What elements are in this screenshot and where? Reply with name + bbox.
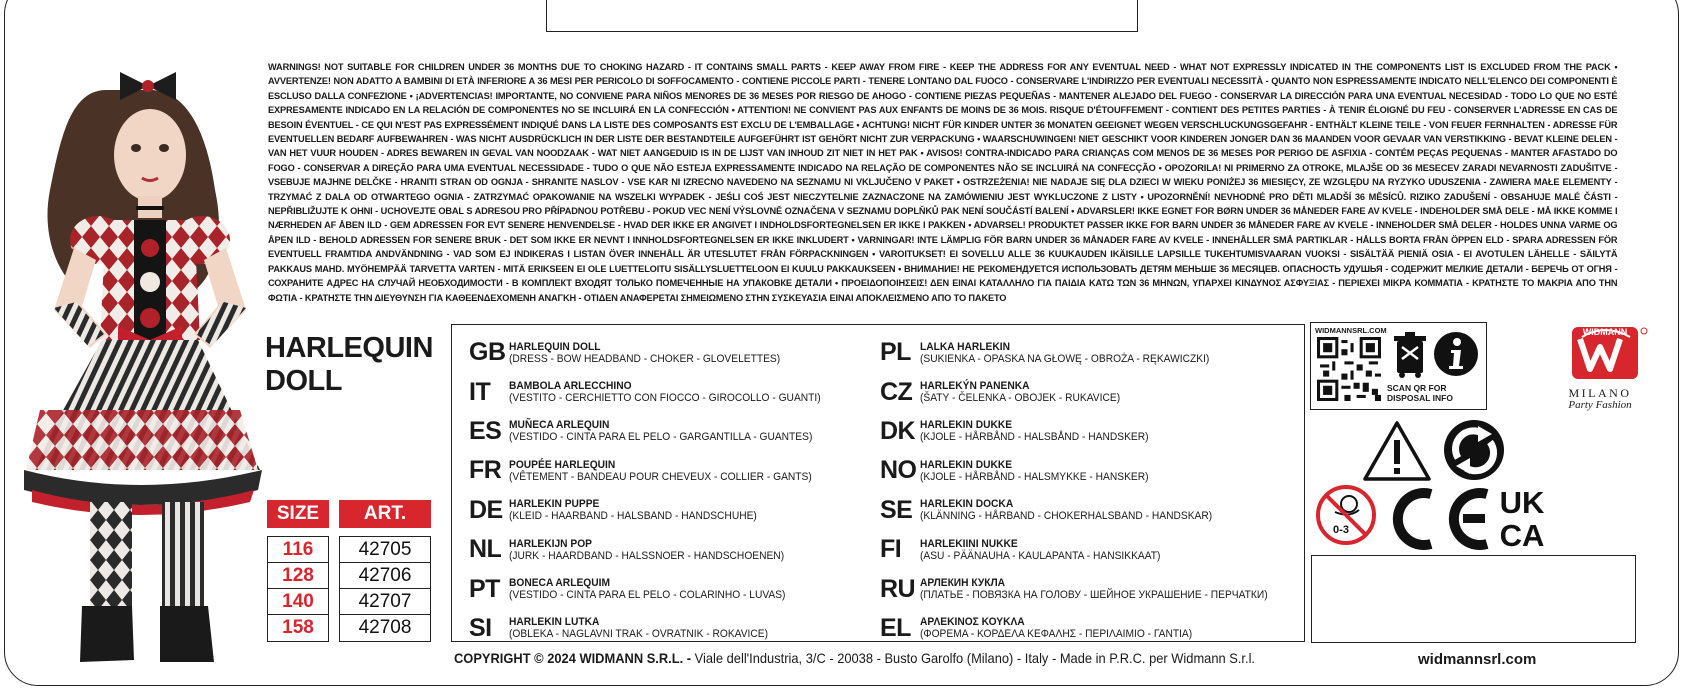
ce-mark-icon — [1387, 486, 1493, 550]
article-cell: 42707 — [340, 589, 430, 615]
language-column-right — [880, 333, 1294, 648]
hanger-slot — [546, 0, 1138, 32]
widmann-logo-icon — [1560, 325, 1652, 385]
language-product-name: HARLEKIN DUKKE — [920, 419, 1013, 432]
brand-tagline: Party Fashion — [1568, 399, 1632, 411]
copyright-line — [454, 650, 1255, 666]
qr-panel — [1310, 322, 1487, 410]
language-product-name: LALKA HARLEKIN — [920, 340, 1010, 353]
language-code: RU — [880, 574, 916, 603]
waste-bin-icon — [1388, 329, 1432, 379]
size-table — [267, 500, 431, 642]
logo-text: WIDMANN — [1582, 327, 1628, 337]
ukca-mark-icon — [1492, 484, 1552, 548]
language-code: DE — [469, 495, 503, 524]
language-components: (DRESS - BOW HEADBAND - CHOKER - GLOVELETTES) — [509, 352, 781, 365]
language-components: (VESTIDO - CINTA PARA EL PELO - GARGANTILLA - GUANTES) — [509, 431, 813, 444]
company-address: Viale dell'Industria, 3/C - 20038 - Busto Garolfo (Milano) - Italy - Made in P.R.C. per Widmann S.r.l. — [691, 650, 1256, 666]
qr-label: WIDMANNSRL.COM — [1315, 326, 1387, 335]
info-icon — [1431, 329, 1481, 379]
article-column — [339, 536, 431, 642]
website-link[interactable]: widmannsrl.com — [1418, 651, 1537, 668]
language-product-name: ΑΡΛΕΚΙΝΟΣ ΚΟΥΚΛΑ — [920, 616, 1025, 629]
article-header: ART. — [339, 500, 431, 528]
safety-warnings: WARNINGS! NOT SUITABLE FOR CHILDREN UNDER 36 MONTHS DUE TO CHOKING HAZARD - IT CONTAINS SMALL PARTS - KEEP AWAY FROM FIRE - KEEP THE ADDRESS FOR ANY EVENTUAL NEED - WHAT NOT EXPRESSLY INDICATED IN THE COMPONENTS LIST IS EXCLUDED FROM THE PACK • AVVERTENZE! NON ADATTO A BAMBINI DI ETÀ INFERIORE A 36 MESI PER PERICOLO DI SOFFOCAMENTO - CONTIENE PICCOLE PARTI - TENERE LONTANO DAL FUOCO - CONSERVARE L'INDIRIZZO PER EVENTUALI NECESSITÀ - QUANTO NON ESPRESSAMENTE INDICATO NELL'ELENCO DEI COMPONENTI È ESCLUSO DALLA CONFEZIONE • ¡ADVERTENCIAS! IMPORTANTE, NO CONVIENE PARA NIÑOS MENORES DE 36 MESES POR RIESGO DE AHOGO - CONTIENE PIEZAS PEQUEÑAS - MANTENER ALEJADO DEL FUEGO - CONSERVAR LA DIRECCIÓN PARA UNA EVENTUAL NECESIDAD - TODO LO QUE NO ESTÉ EXPRESAMENTE INDICADO EN LA RELACIÓN DE COMPONENTES NO SE INCLUIRÁ EN LA CONFECCIÓN • ATTENTION! NE CONVIENT PAS AUX ENFANTS DE MOINS DE 36 MOIS. RISQUE D'ÉTOUFFEMENT - CONTIENT DES PETITES PARTIES - À TENIR ÉLOIGNÉ DU FEU - CONSERVER L'ADRESSE EN CAS DE BESOIN ÉVENTUEL - CE QUI N'EST PAS EXPRESSÉMENT INDIQUÉ DANS LA LISTE DES COMPOSANTS EST EXCLU DE L'EMBALLAGE • ACHTUNG! NICHT FÜR KINDER UNTER 36 MONATEN GEEIGNET WEGEN VERSCHLUCKUNGSGEFAHR - ENTHÄLT KLEINE TEILE - VON FEUER FERNHALTEN - ADRESSE FÜR EVENTUELLEN BEDARF AUFBEWAHREN - WAS NICHT AUSDRÜCKLICH IN DER LISTE DER BESTANDTEILE AUFGEFÜHRT IST GEHÖRT NICHT ZUR VERPACKUNG • WAARSCHUWINGEN! NIET GESCHIKT VOOR KINDEREN JONGER DAN 36 MAANDEN VOOR GEVAAR VAN VERSTIKKING - BEVAT KLEINE DELEN - VAN HET VUUR HOUDEN - ADRES BEWAREN IN GEVAL VAN NOODZAAK - WAT NIET AANGEDUID IS IN DE LIJST VAN INHOUD ZIT NIET IN HET PAK • AVISOS! CONTRA-INDICADO PARA CRIANÇAS COM MENOS DE 36 MESES POR PERIGO DE ASFIXIA - CONTÉM PEÇAS PEQUENAS - MANTER AFASTADO DO FOGO - CONSERVAR A DIREÇÃO PARA UMA EVENTUAL NECESSIDADE - TUDO O QUE NÃO ESTEJA EXPRESSAMENTE INDICADO NA RELAÇÃO DE COMPONENTES NÃO SE INCLUIRÁ NA CONFECÇÃO • OPOZORILA! NI PRIMERNO ZA OTROKE, MLAJŠE OD 36 MESECEV ZARADI NEVARNOSTI ZADUŠITVE - VSEBUJE MAJHNE DELČKE - HRANITI STRAN OD OGNJA - SHRANITE NASLOV - VSE KAR NI IZRECNO NAVEDENO NA SEZNAMU NI VKLJUČENO V PAKET • OSTRZEŻENIA! NIE NADAJE SIĘ DLA DZIECI W WIEKU PONIŻEJ 36 MIESIĘCY, ZE WZGLĘDU NA RYZYKO UDUSZENIA - ZAWIERA MAŁE ELEMENTY - TRZYMAĆ Z DALA OD OTWARTEGO OGNIA - ZATRZYMAĆ OPAKOWANIE NA WSZELKI WYPADEK - JEŚLI COŚ JEST NIECZYTELNIE ZAZNACZONE NA ZAMÓWIENIU JEST WYKLUCZONE Z LISTY • UPOZORNĚNÍ! NEVHODNÉ PRO DĚTI MLADŠÍ 36 MĚSÍCŮ. RIZIKO ZADUŠENÍ - OBSAHUJE MALÉ ČÁSTI - NEPŘIBLIŽUJTE K OHNI - UCHOVEJTE OBAL S ADRESOU PRO PŘÍPADNOU POTŘEBU - POKUD VEC NENÍ VÝSLOVNĚ OZNAČENA V SEZNAMU DOPLŇKŮ PAK NENÍ SOUČÁSTÍ BALENÍ • ADVARSLER! IKKE EGNET FOR BØRN UNDER 36 MÅNEDER FARE AV KVELE - INDEHOLDER SMÅ DELE - MÅ IKKE KOMME I NÆRHEDEN AF ÅBEN ILD - GEM ADRESSEN FOR EVT SENERE HENVENDELSE - HVAD DER IKKE ER ANGIVET I INDHOLDSFORTEGNELSEN ER IKKE I PAKKEN • ADVARSEL! PRODUKTET PASSER IKKE FOR BARN UNDER 36 MÅNEDER FARE AV KVELE - INNEHOLDER SMÅ DELER - HOLDES UNNA VARME OG ÅPEN ILD - BEHOLD ADRESSEN FOR SENERE BRUK - DET SOM IKKE ER NEVNT I INNHOLDSFORTEGNELSEN ER IKKE INKLUDERT • VARNINGAR! INTE LÄMPLIG FÖR BARN UNDER 36 MÅNADER FARE AV KVELE - INNEHÅLLER SMÅ PARTIKLAR - HÅLLS BORTA FRÅN ÖPPEN ELD - SPARA ADRESSEN FÖR EVENTUELL FRAMTIDA ANDVÄNDNING - VAD SOM EJ INDIKERAS I LISTAN ÖVER INNEHÅLL ÄR UTESLUTET FRÅN FÖRPACKNINGEN • VAROITUKSET! EI SOVELLU ALLE 36 KUUKAUDEN IKÄISILLE LAPSILLE TUKEHTUMISVAARAN VUOKSI - SISÄLTÄÄ PIENIÄ OSIA - EI AVOTULEN LÄHELLE - SÄILYTÄ PAKKAUS MAHD. MYÖHEMPÄÄ TARVETTA VARTEN - MITÄ ERIKSEEN EI OLE LUETTELOITU SISÄLLYSLUETTELOON EI KUULU PAKKAUKSEEN • ВНИМАНИЕ! НЕ РЕКОМЕНДУЕТСЯ ИСПОЛЬЗОВАТЬ ДЕТЯМ МЕНЬШЕ 36 МЕСЯЦЕВ. ОПАСНОСТЬ УДУШЬЯ - СОДЕРЖИТ МЕЛКИЕ ДЕТАЛИ - БЕРЕЧЬ ОТ ОГНЯ - СОХРАНИТЕ АДРЕС НА СЛУЧАЙ НЕОБХОДИМОСТИ - В КОМПЛЕКТ ВХОДЯТ ТОЛЬКО ПОМЕЧЕННЫЕ НА УПАКОВКЕ ДЕТАЛИ • ΠΡΟΕΙΔΟΠΟΙΗΣΕΙΣ! ΔΕΝ ΕΙΝΑΙ ΚΑΤΑΛΛΗΛΟ ΓΙΑ ΠΑΙΔΙΑ ΚΑΤΩ ΤΩΝ 36 ΜΗΝΩΝ, ΥΠΑΡΧΕΙ ΚΙΝΔΥΝΟΣ ΑΣΦΥΞΙΑΣ - ΠΕΡΙΕΧΕΙ ΜΙΚΡΑ ΚΟΜΜΑΤΙΑ - ΚΡΑΤΗΣΤΕ ΤΟ ΜΑΚΡΙΑ ΑΠΟ ΤΗΝ ΦΩΤΙΑ - ΚΡΑΤΗΣΤΕ ΤΗΝ ΔΙΕΥΘΥΝΣΗ ΓΙΑ ΚΑΘΕΕΝΔΕΧΟΜΕΝΗ ΑΝΑΓΚΗ - ΟΤΙΔΕΝ ΑΝΑΦΕΡΕΤΑΙ ΣΗΜΕΙΩΜΕΝΟ ΣΤΗΝ ΣΥΣΚΕΥΑΣΙΑ ΕΙΝΑΙ ΑΠΟΚΛΕΙΣΜΕΝΟ ΑΠΟ ΤΟ ΠΑΚΕΤΟ — [268, 61, 1618, 303]
language-components: (OBLEKA - NAGLAVNI TRAK - OVRATNIK - ROKAVICE) — [509, 628, 769, 641]
language-components: (ŠATY - ČELENKA - OBOJEK - RUKAVICE) — [920, 392, 1121, 405]
language-components: (KLEID - HAARBAND - HALSBAND - HANDSCHUHE) — [509, 510, 757, 523]
language-product-name: HARLEKIN LUTKA — [509, 616, 600, 629]
language-code: PT — [469, 574, 500, 603]
language-row — [880, 530, 1294, 569]
language-row — [880, 333, 1294, 372]
ukca-bottom: CA — [1499, 518, 1545, 548]
size-cell: 128 — [268, 563, 328, 589]
language-row — [469, 372, 844, 411]
language-product-name: BONECA ARLEQUIM — [509, 577, 610, 590]
language-code: SI — [469, 613, 492, 642]
brand-city: MILANO — [1568, 386, 1632, 400]
language-code: DK — [880, 416, 916, 445]
size-cell: 116 — [268, 537, 328, 563]
language-code: SE — [880, 495, 913, 524]
language-code: EL — [880, 613, 911, 642]
language-product-name: АРЛЕКИН КУКЛА — [920, 577, 1006, 590]
size-cell: 158 — [282, 617, 314, 638]
size-header: SIZE — [267, 500, 329, 528]
recycle-arrow-icon — [1442, 418, 1506, 482]
language-product-name: HARLEKIN DOCKA — [920, 498, 1014, 511]
language-code: PL — [880, 338, 911, 367]
product-title-line1: HARLEQUIN — [265, 332, 433, 364]
size-cell: 140 — [268, 589, 328, 615]
language-code: FI — [880, 535, 902, 564]
costume-photo — [10, 50, 266, 675]
article-cell: 42706 — [340, 563, 430, 589]
ukca-top: UK — [1499, 485, 1545, 520]
language-row — [469, 451, 844, 490]
language-components: (ΦΟΡΕΜΑ - ΚΟΡΔΕΛΑ ΚΕΦΑΛΗΣ - ΠΕΡΙΛΑΙΜΙΟ - ΓΑΝΤΙΑ) — [920, 628, 1193, 641]
language-product-name: HARLEKIN DUKKE — [920, 458, 1013, 471]
language-row — [469, 609, 844, 648]
language-code: CZ — [880, 377, 913, 406]
language-product-name: HARLEQUIN DOLL — [509, 340, 601, 353]
article-cell: 42705 — [340, 537, 430, 563]
language-components: (VÊTEMENT - BANDEAU POUR CHEVEUX - COLLIER - GANTS) — [509, 470, 812, 483]
language-components: (VESTIDO - CINTA PARA EL PELO - COLARINHO - LUVAS) — [509, 589, 786, 602]
product-title — [265, 332, 433, 398]
language-product-name: POUPÉE HARLEQUIN — [509, 458, 616, 471]
language-components: (JURK - HAARDBAND - HALSSNOER - HANDSCHOENEN) — [509, 549, 785, 562]
article-cell: 42708 — [358, 617, 412, 638]
language-product-name: MUÑECA ARLEQUIN — [509, 419, 610, 432]
language-row — [469, 569, 844, 608]
language-components: (KJOLE - HÅRBÅND - HALSBÅND - HANDSKER) — [920, 431, 1149, 444]
language-components: (KLÄNNING - HÅRBAND - CHOKERHALSBAND - HANDSKAR) — [920, 510, 1213, 523]
language-code: NO — [880, 456, 917, 485]
language-row — [880, 609, 1294, 648]
language-product-name: HARLEKIN PUPPE — [509, 498, 600, 511]
language-row — [880, 569, 1294, 608]
scan-line2: DISPOSAL INFO — [1387, 393, 1453, 403]
language-components: (SUKIENKA - OPASKA NA GŁOWĘ - OBROŻA - RĘKAWICZKI) — [920, 352, 1210, 365]
language-components: (ПЛАТЬЕ - ПОВЯЗКА НА ГОЛОВУ - ШЕЙНОЕ УКРАШЕНИЕ - ПЕРЧАТКИ) — [920, 589, 1268, 602]
size-column — [267, 536, 329, 642]
language-row — [469, 412, 844, 451]
barcode-area — [1311, 555, 1636, 643]
language-product-name: HARLEKIJN POP — [509, 537, 593, 550]
scan-instructions — [1387, 383, 1453, 403]
language-code: GB — [469, 338, 506, 367]
language-product-name: BAMBOLA ARLECCHINO — [509, 380, 632, 393]
language-product-name: HARLEKÝN PANENKA — [920, 380, 1030, 393]
language-components: (VESTITO - CERCHIETTO CON FIOCCO - GIROCOLLO - GUANTI) — [509, 392, 821, 405]
language-list-box — [451, 324, 1305, 642]
age-restriction-icon — [1315, 484, 1377, 546]
language-product-name: HARLEKIINI NUKKE — [920, 537, 1018, 550]
scan-line1: SCAN QR FOR — [1387, 383, 1447, 393]
language-components: (KJOLE - HÅRBÅND - HALSMYKKE - HANSKER) — [920, 470, 1149, 483]
language-row — [469, 491, 844, 530]
language-row — [469, 530, 844, 569]
language-row — [880, 451, 1294, 490]
copyright-notice: COPYRIGHT © 2024 WIDMANN S.R.L. - — [454, 650, 692, 666]
language-code: ES — [469, 416, 502, 445]
language-row — [880, 491, 1294, 530]
language-components: (ASU - PÄÄNAUHA - KAULAPANTA - HANSIKKAAT) — [920, 549, 1161, 562]
qr-code-icon[interactable] — [1317, 337, 1381, 401]
product-title-line2: DOLL — [265, 365, 342, 397]
language-code: NL — [469, 535, 502, 564]
warning-triangle-icon — [1362, 420, 1432, 482]
language-code: FR — [469, 456, 502, 485]
language-row — [880, 412, 1294, 451]
language-row — [880, 372, 1294, 411]
age-label: 0-3 — [1333, 524, 1349, 536]
language-column-left — [469, 333, 844, 648]
language-row — [469, 333, 844, 372]
language-code: IT — [469, 377, 491, 406]
